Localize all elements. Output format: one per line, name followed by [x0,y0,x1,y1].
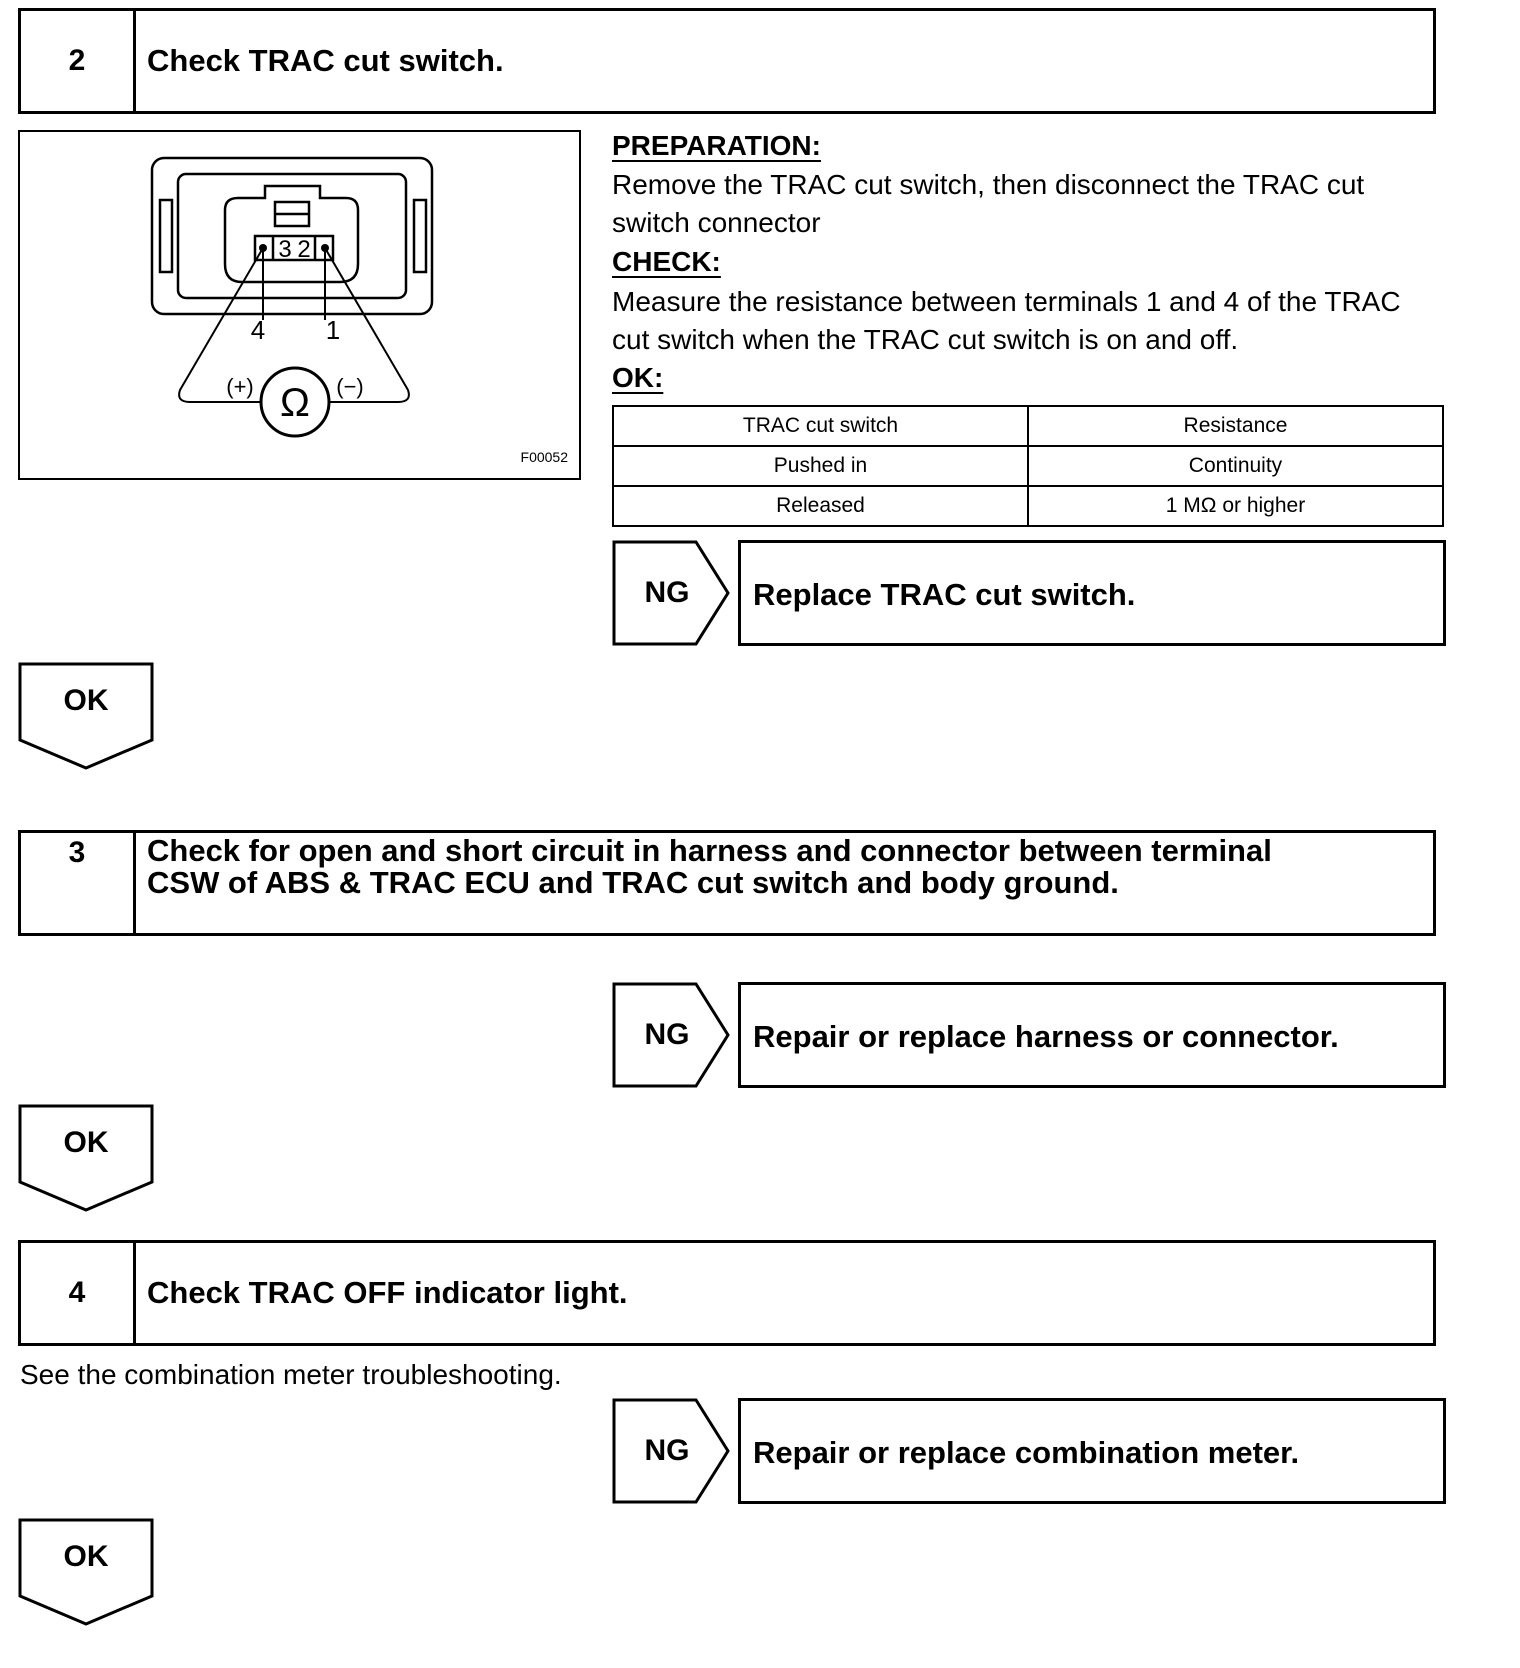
ng-action-text: Repair or replace harness or connector. [753,1019,1339,1054]
ok-arrow [18,1518,154,1628]
table-cell: 1 MΩ or higher [1028,486,1443,526]
resistance-table [612,405,1444,527]
ok-arrow-label: OK [63,1126,109,1159]
step-title: Check TRAC OFF indicator light. [147,1275,628,1310]
table-cell: Pushed in [613,446,1028,486]
preparation-text-line1: Remove the TRAC cut switch, then disconnect the TRAC cut [612,169,1365,200]
table-cell: Continuity [1028,446,1443,486]
preparation-label: PREPARATION: [612,130,821,161]
ng-arrow [612,1398,732,1504]
step-3-header [18,830,1436,936]
step-title: Check TRAC cut switch. [147,43,504,78]
ohmmeter-symbol: Ω [280,381,310,425]
plus-label: (+) [226,374,254,399]
step-title-line1: Check for open and short circuit in harness and connector between terminal [147,833,1272,868]
ng-action-box [738,982,1446,1088]
table-cell: Released [613,486,1028,526]
ng-label: NG [644,576,690,609]
ng-action-text: Replace TRAC cut switch. [753,577,1136,612]
ok-arrow [18,1104,154,1214]
table-header-cell: Resistance [1028,406,1443,446]
table-row [613,486,1443,526]
preparation-text-line2: switch connector [612,207,821,238]
figure-code: F00052 [520,449,568,465]
connector-diagram-svg [20,132,579,478]
ok-arrow [18,662,154,772]
check-text-line1: Measure the resistance between terminals 1 and 4 of the TRAC [612,286,1401,317]
terminal-4-label: 4 [250,315,266,345]
ng-arrow [612,540,732,646]
step-4-header [18,1240,1436,1346]
check-text-line2: cut switch when the TRAC cut switch is on and off. [612,324,1239,355]
ok-arrow-label: OK [63,1540,109,1573]
ng-action-text: Repair or replace combination meter. [753,1435,1300,1470]
ok-arrow-label: OK [63,684,109,717]
step-number: 4 [21,1243,136,1343]
table-header-cell: TRAC cut switch [613,406,1028,446]
terminal-1-label: 1 [325,315,341,345]
ng-action-box [738,540,1446,646]
table-header-row [613,406,1443,446]
step-2-header [18,8,1436,114]
connector-diagram [18,130,581,480]
step-title-line2: CSW of ABS & TRAC ECU and TRAC cut switch and body ground. [147,865,1119,900]
terminal-3-label: 3 [278,236,292,263]
check-label: CHECK: [612,246,721,277]
step-4-note: See the combination meter troubleshooting. [20,1359,562,1390]
step-number: 3 [21,833,136,933]
minus-label: (−) [336,374,364,399]
table-row [613,446,1443,486]
terminal-2-label: 2 [297,236,311,263]
ng-action-box [738,1398,1446,1504]
step-number: 2 [21,11,136,111]
ok-label: OK: [612,362,664,393]
ng-arrow [612,982,732,1088]
ng-label: NG [644,1434,690,1467]
ng-label: NG [644,1018,690,1051]
